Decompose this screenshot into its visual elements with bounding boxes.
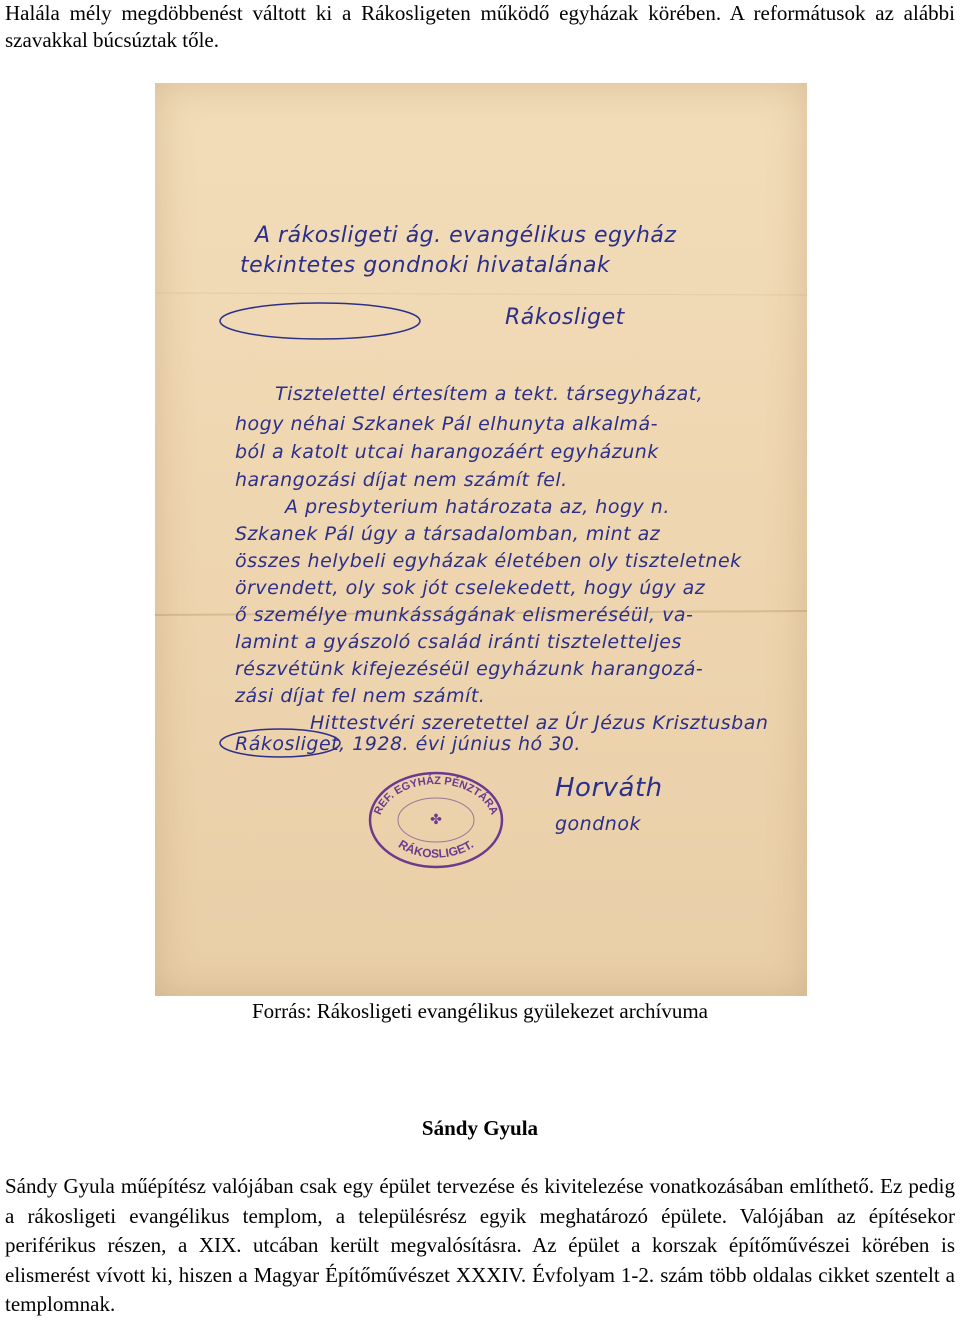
place-underline-swoosh (220, 303, 420, 339)
letter-line: lamint a gyászoló család iránti tiszteletteljes (235, 631, 682, 653)
letter-line: összes helybeli egyházak életében oly tiszteletnek (235, 550, 742, 572)
letter-line: Rákosliget, 1928. évi június hó 30. (235, 733, 581, 755)
body-text: Sándy Gyula műépítész valójában csak egy épület tervezése és kivitelezése vonatkozásában említhető. Ez pedig a rákosligeti evangélikus templom, a településrész egyik meghatározó épülete. Valójában az építésekor periférikus részen, a XIX. utcában került megvalósításra. Az épület a korszak építőművészei körében is elismerést vívott ki, hiszen a Magyar Építőművészet XXXIV. Évfolyam 1-2. szám több oldalas cikket szentelt a templomnak. (5, 1174, 955, 1316)
letter-photo (155, 83, 807, 996)
section-heading: Sándy Gyula (421, 1116, 539, 1140)
letter-line: Hittestvéri szeretettel az Úr Jézus Krisztusban (310, 712, 769, 734)
letter-line: Tisztelettel értesítem a tekt. társegyházat, (275, 383, 704, 405)
body-paragraph (5, 1172, 955, 1320)
stamp-bottom-text: RÁKOSLIGET. (396, 837, 476, 861)
letter-place: Rákosliget (505, 305, 625, 330)
svg-text:✤: ✤ (430, 813, 442, 828)
stamp-top-text: REF. EGYHÁZ PÉNZTÁRA (371, 774, 501, 817)
letter-address-line-2: tekintetes gondnoki hivatalának (240, 253, 611, 278)
letter-line: Szkanek Pál úgy a társadalomban, mint az (235, 523, 661, 545)
letter-signature-title: gondnok (555, 813, 641, 835)
letter-line: ból a katolt utcai harangozáért egyházunk (235, 441, 659, 463)
letter-line: részvétünk kifejezéséül egyházunk harangozá- (235, 658, 704, 680)
letter-line: zási díjat fel nem számít. (235, 685, 486, 707)
letter-line: ő személye munkásságának elismeréséül, va- (235, 604, 694, 626)
letter-line: A presbyterium határozata az, hogy n. (285, 496, 670, 518)
intro-text: Halála mély megdöbbenést váltott ki a Rákosligeten működő egyházak körében. A reformátusok az alábbi szavakkal búcsúztak tőle. (5, 1, 955, 52)
intro-paragraph (5, 0, 955, 54)
image-caption: Forrás: Rákosligeti evangélikus gyülekezet archívuma (251, 999, 709, 1023)
letter-line: örvendett, oly sok jót cselekedett, hogy úgy az (235, 577, 706, 599)
letter-signature: Horváth (555, 773, 663, 803)
letter-line: hogy néhai Szkanek Pál elhunyta alkalmá- (235, 413, 658, 435)
church-stamp (365, 766, 507, 870)
letter-address-line-1: A rákosligeti ág. evangélikus egyház (255, 223, 677, 248)
letter-line: harangozási díjat nem számít fel. (235, 469, 568, 491)
